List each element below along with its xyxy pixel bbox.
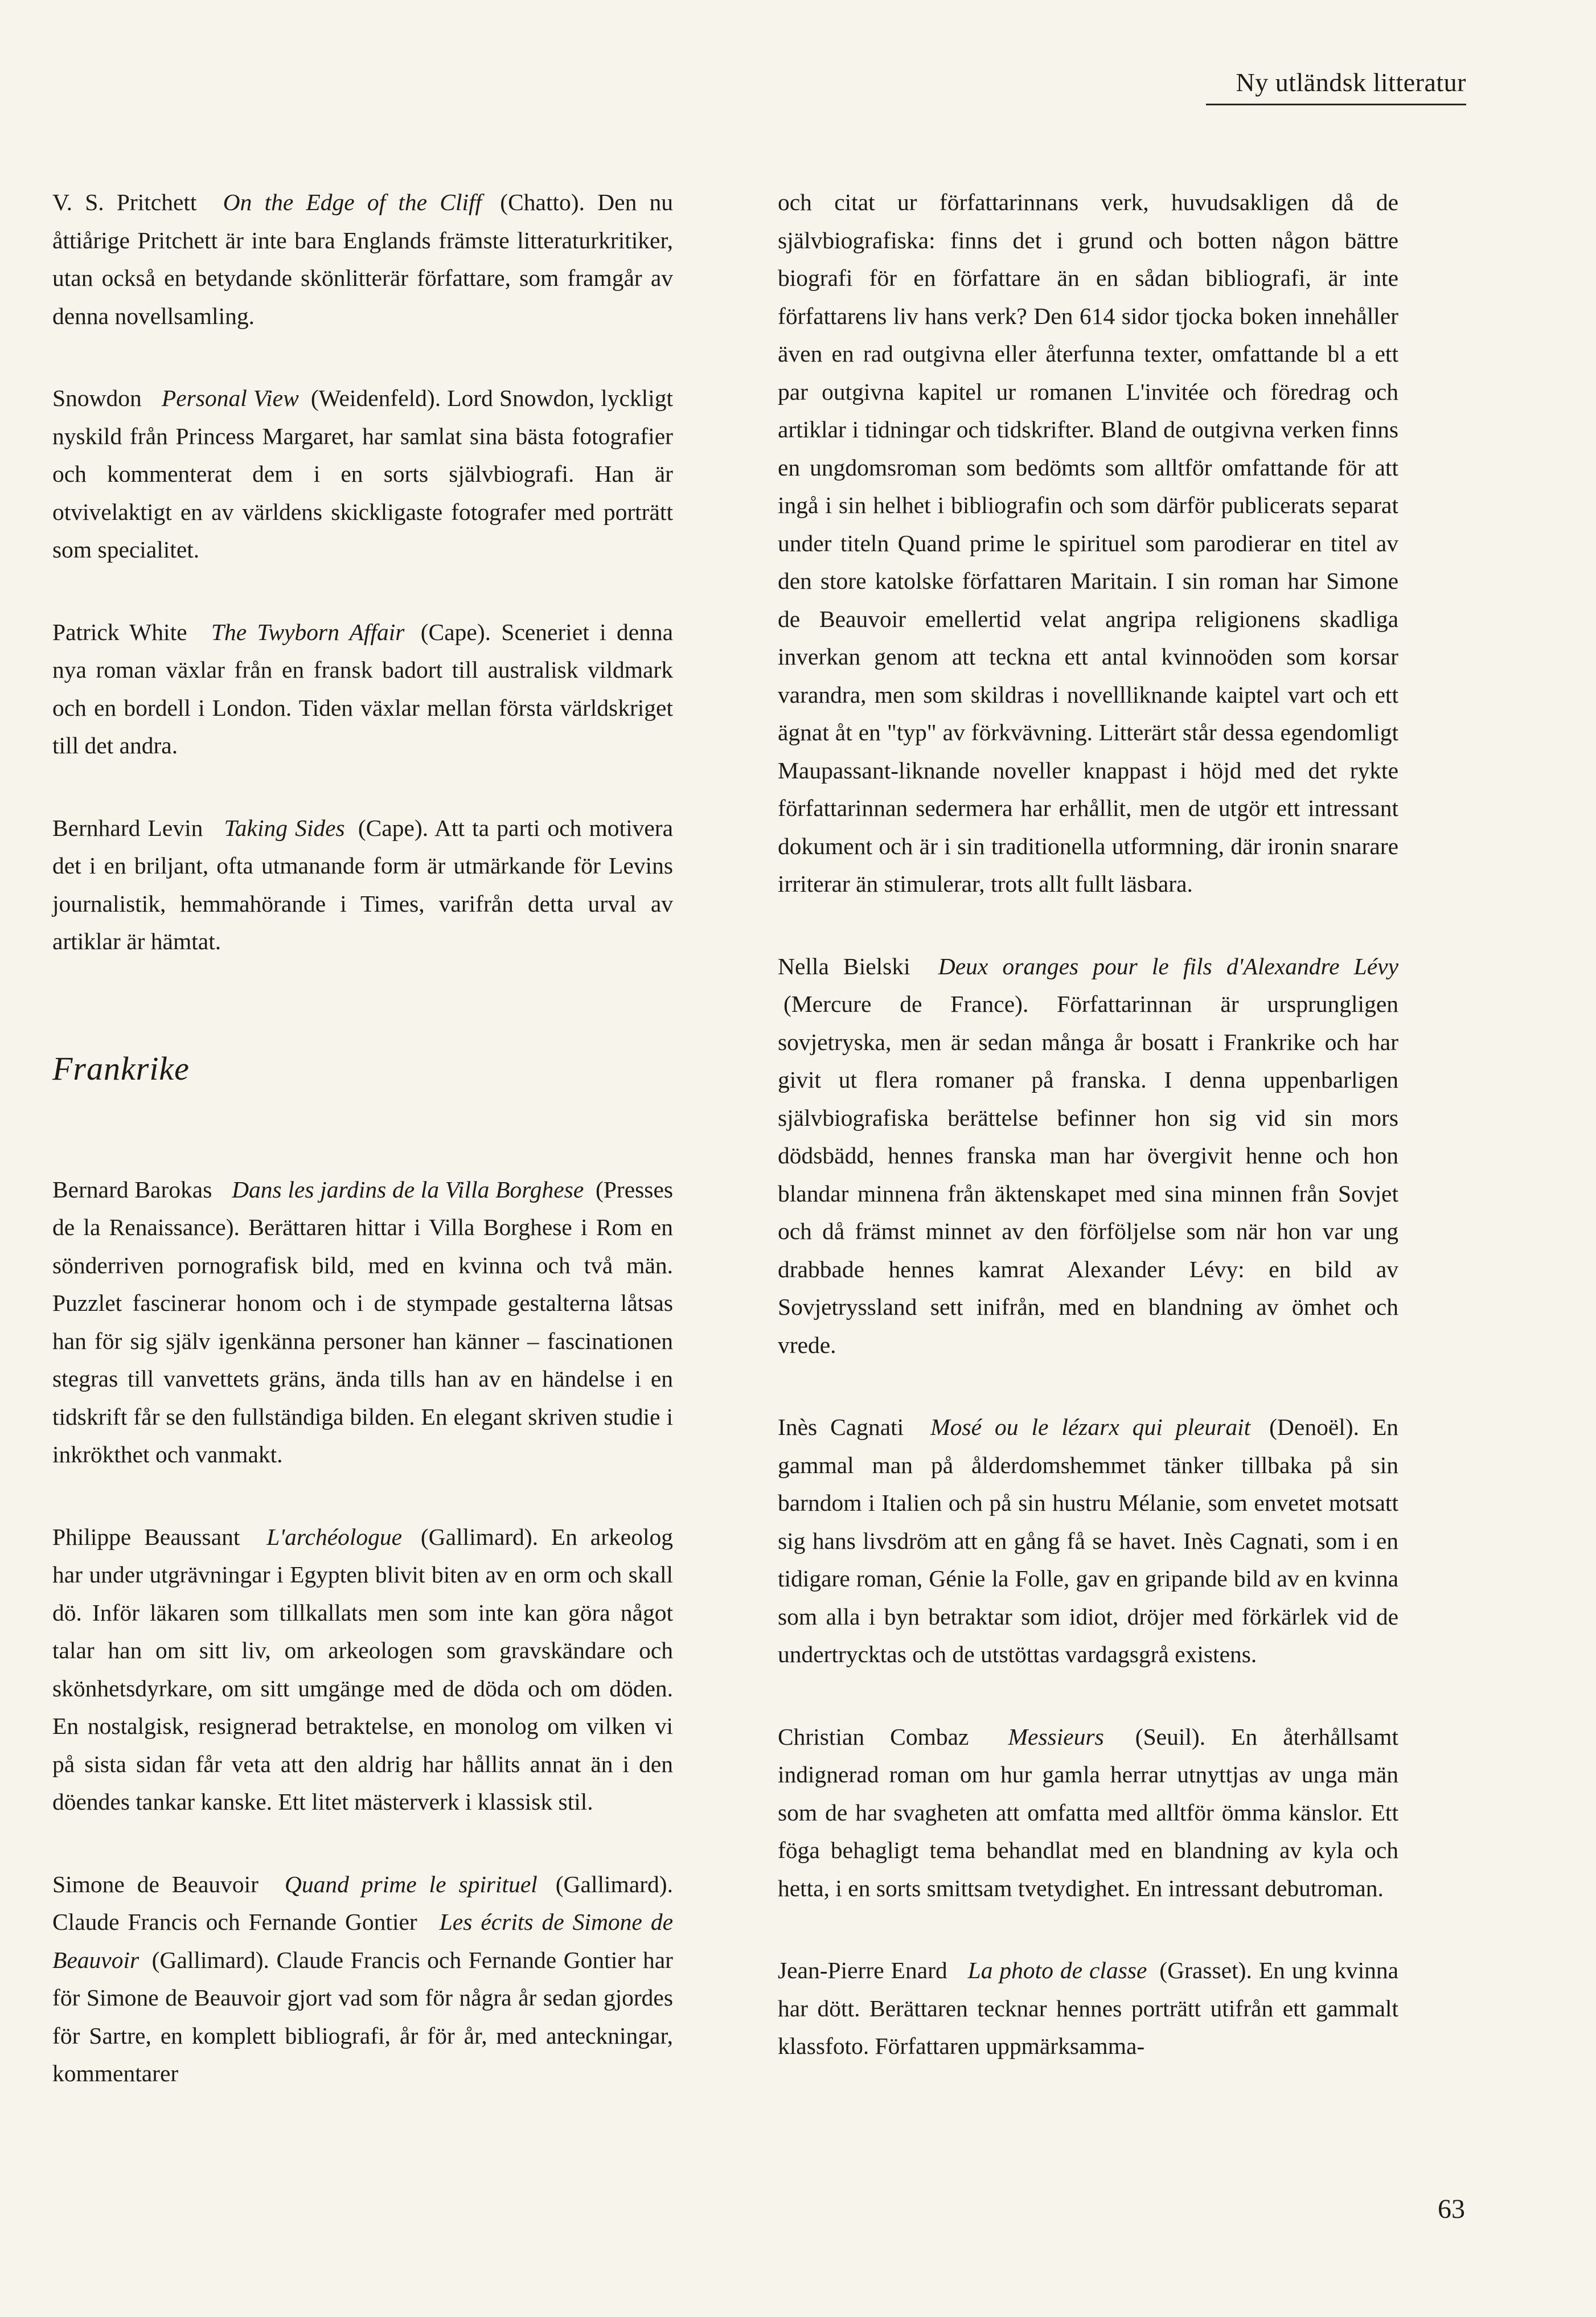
- entry-title: The Twyborn Affair: [211, 618, 405, 645]
- header-rule: [1206, 104, 1466, 105]
- left-column: [52, 183, 673, 2137]
- entry-publisher: (Grasset).: [1159, 1957, 1252, 1983]
- entry-publisher: (Seuil).: [1135, 1723, 1206, 1750]
- right-column: [778, 183, 1398, 2110]
- review-entry: [778, 948, 1398, 1364]
- entry-text: Författarinnan är ursprungligen sovjetryska, men är sedan många år bosatt i Frankrike och har givit ut flera romaner på franska. I denna uppenbarligen självbiografiska berättelse befinner hon sig vid sin mors dödsbädd, hennes franska man har övergivit henne och hon blandar minnena från äktenskapet med sina minnen från Sovjet och då främst minnet av den förföljelse som när hon var ung drabbade hennes kamrat Alexander Lévy: en bild av Sovjetryssland sett inifrån, med en blandning av ömhet och vrede.: [778, 991, 1398, 1358]
- review-entry: [778, 1951, 1398, 2065]
- entry-publisher: (Mercure de France).: [783, 991, 1029, 1017]
- continued-text: och citat ur författarinnans verk, huvudsakligen då de självbiografiska: finns det i grund och botten någon bättre biografi för en författare än en sådan bibliografi, är inte författarens liv hans verk? Den 614 sidor tjocka boken innehåller även en rad outgivna eller återfunna texter, omfattande bl a ett par outgivna kapitel ur romanen L'invitée och föredrag och artiklar i tidningar och tidskrifter. Bland de outgivna verken finns en ungdomsroman som bedömts som alltför omfattande för att ingå i sin helhet i bibliografin och som därför publicerats separat under titeln Quand prime le spirituel som parodierar en titel av den store katolske författaren Maritain. I sin roman har Simone de Beauvoir emellertid velat angripa religionens skadliga inverkan genom att teckna ett antal kvinnoöden som korsar varandra, men som skildras i novellliknande kaiptel vart och ett ägnat åt en "typ" av förkvävning. Litterärt står dessa egendomligt Maupassant-liknande noveller knappast i höjd med det rykte författarinnan sedermera har erhållit, men de utgör ett intressant dokument och är i sin traditionella utformning, där ironin snarare irriterar än stimulerar, trots allt fullt läsbara.: [778, 189, 1398, 897]
- entry-title: La photo de classe: [967, 1957, 1147, 1983]
- review-entry: [52, 183, 673, 335]
- review-entry: [52, 379, 673, 569]
- entry-author: Simone de Beauvoir: [52, 1871, 259, 1897]
- review-entry: [52, 1518, 673, 1821]
- entry-author: Bernhard Levin: [52, 814, 203, 841]
- review-entry: [52, 1171, 673, 1474]
- entry-title: On the Edge of the Cliff: [223, 189, 482, 215]
- entry-title-secondary: Les écrits de Simone de Beauvoir: [52, 1909, 673, 1973]
- entry-author: Christian Combaz: [778, 1723, 969, 1750]
- page-number: 63: [1438, 2194, 1465, 2224]
- entry-text: Berättaren hittar i Villa Borghese i Rom en sönderriven pornografisk bild, med en kvinna och två män. Puzzlet fascinerar honom och i de stympade gestalterna låtsas han för sig själv igenkänna personer han känner – fascinationen stegras till vanvettets gräns, ända tills han av en händelse i en tidskrift får se den fullständiga bilden. En elegant skriven studie i inkrökthet och vanmakt.: [52, 1214, 673, 1467]
- entry-publisher: (Cape).: [358, 814, 429, 841]
- entry-publisher: (Gallimard).: [555, 1871, 673, 1897]
- entry-text: Sceneriet i denna nya roman växlar från en fransk badort till australisk vildmark och en bordell i London. Tiden växlar mellan första världskriget till det andra.: [52, 618, 674, 758]
- entry-publisher-secondary: (Gallimard).: [151, 1946, 269, 1973]
- entry-publisher: (Weidenfeld).: [310, 385, 441, 411]
- entry-title: Quand prime le spirituel: [284, 1871, 538, 1897]
- entry-author: V. S. Pritchett: [52, 189, 197, 215]
- review-entry: [778, 1718, 1398, 1908]
- entry-text: Claude Francis och Fernande Gontier: [52, 1909, 417, 1935]
- entry-publisher: (Chatto).: [500, 189, 585, 215]
- entry-title: Personal View: [161, 385, 299, 411]
- entry-text: En återhållsamt indignerad roman om hur gamla herrar utnyttjas av unga män som de har svagheten att omfatta med alltför ömma känslor. Ett föga behagligt tema behandlat med en blandning av kyla och hetta, i en sorts smittsam tvetydighet. En intressant debutroman.: [778, 1723, 1398, 1901]
- entry-author: Snowdon: [52, 385, 142, 411]
- entry-title: Taking Sides: [224, 814, 345, 841]
- review-entry: [52, 613, 673, 765]
- entry-text: Claude Francis och Fernande Gontier har för Simone de Beauvoir gjort vad som för några år sedan gjordes för Sartre, en komplett bibliografi, år för år, med anteckningar, kommentarer: [52, 1946, 674, 2086]
- review-entry: [52, 1865, 673, 2093]
- entry-text: En gammal man på ålderdomshemmet tänker tillbaka på sin barndom i Italien och på sin hustru Mélanie, som envetet motsatt sig hans livsdröm att en gång få se havet. Inès Cagnati, som i en tidigare roman, Génie la Folle, gav en gripande bild av en kvinna som alla i byn betraktar som idiot, dröjer med förkärlek vid de undertrycktas och de utstöttas vardagsgrå existens.: [778, 1414, 1399, 1667]
- review-entry: [52, 809, 673, 961]
- entry-title: Deux oranges pour le fils d'Alexandre Lévy: [938, 953, 1398, 979]
- entry-author: Inès Cagnati: [778, 1414, 904, 1440]
- entry-text: En arkeolog har under utgrävningar i Egypten blivit biten av en orm och skall dö. Inför läkaren som tillkallats men som inte kan göra något talar han om sitt liv, om arkeologen som gravskändare och skönhetsdyrkare, om sitt umgänge med de döda och om döden. En nostalgisk, resignerad betraktelse, en monolog om vilken vi på sista sidan får veta att den aldrig har hållits annat än i den döendes tankar kanske. Ett litet mästerverk i klassisk stil.: [52, 1523, 674, 1815]
- entry-publisher: (Denoël).: [1269, 1414, 1359, 1440]
- entry-title: Mosé ou le lézarx qui pleurait: [930, 1414, 1251, 1440]
- entry-author: Bernard Barokas: [52, 1176, 212, 1203]
- entry-title: Dans les jardins de la Villa Borghese: [232, 1176, 584, 1203]
- entry-title: L'archéologue: [266, 1523, 403, 1550]
- section-heading-frankrike: Frankrike: [52, 1049, 190, 1087]
- entry-title: Messieurs: [1008, 1723, 1104, 1750]
- entry-text: Lord Snowdon, lyckligt nyskild från Princess Margaret, har samlat sina bästa fotografier och kommenterat dem i en sorts självbiografi. Han är otvivelaktigt en av världens skickligaste fotografer med porträtt som specialitet.: [52, 385, 674, 563]
- entry-author: Patrick White: [52, 618, 187, 645]
- entry-text: En ung kvinna har dött. Berättaren tecknar hennes porträtt utifrån ett gammalt klassfoto. Författaren uppmärksamma-: [778, 1957, 1399, 2059]
- review-entry: [778, 1408, 1398, 1674]
- entry-author: Jean-Pierre Enard: [778, 1957, 947, 1983]
- entry-publisher: (Cape).: [420, 618, 491, 645]
- entry-author: Nella Bielski: [778, 953, 910, 979]
- entry-publisher: (Presses de la Renaissance).: [52, 1176, 674, 1240]
- entry-author: Philippe Beaussant: [52, 1523, 240, 1550]
- entry-text: Att ta parti och motivera det i en briljant, ofta utmanande form är utmärkande för Levins journalistik, hemmahörande i Times, varifrån detta urval av artiklar är hämtat.: [52, 814, 674, 954]
- entry-text: Den nu åttiårige Pritchett är inte bara Englands främste litteraturkritiker, utan också en betydande skönlitterär författare, som framgår av denna novellsamling.: [52, 189, 674, 329]
- entry-publisher: (Gallimard).: [420, 1523, 539, 1550]
- running-title: Ny utländsk litteratur: [1236, 68, 1466, 97]
